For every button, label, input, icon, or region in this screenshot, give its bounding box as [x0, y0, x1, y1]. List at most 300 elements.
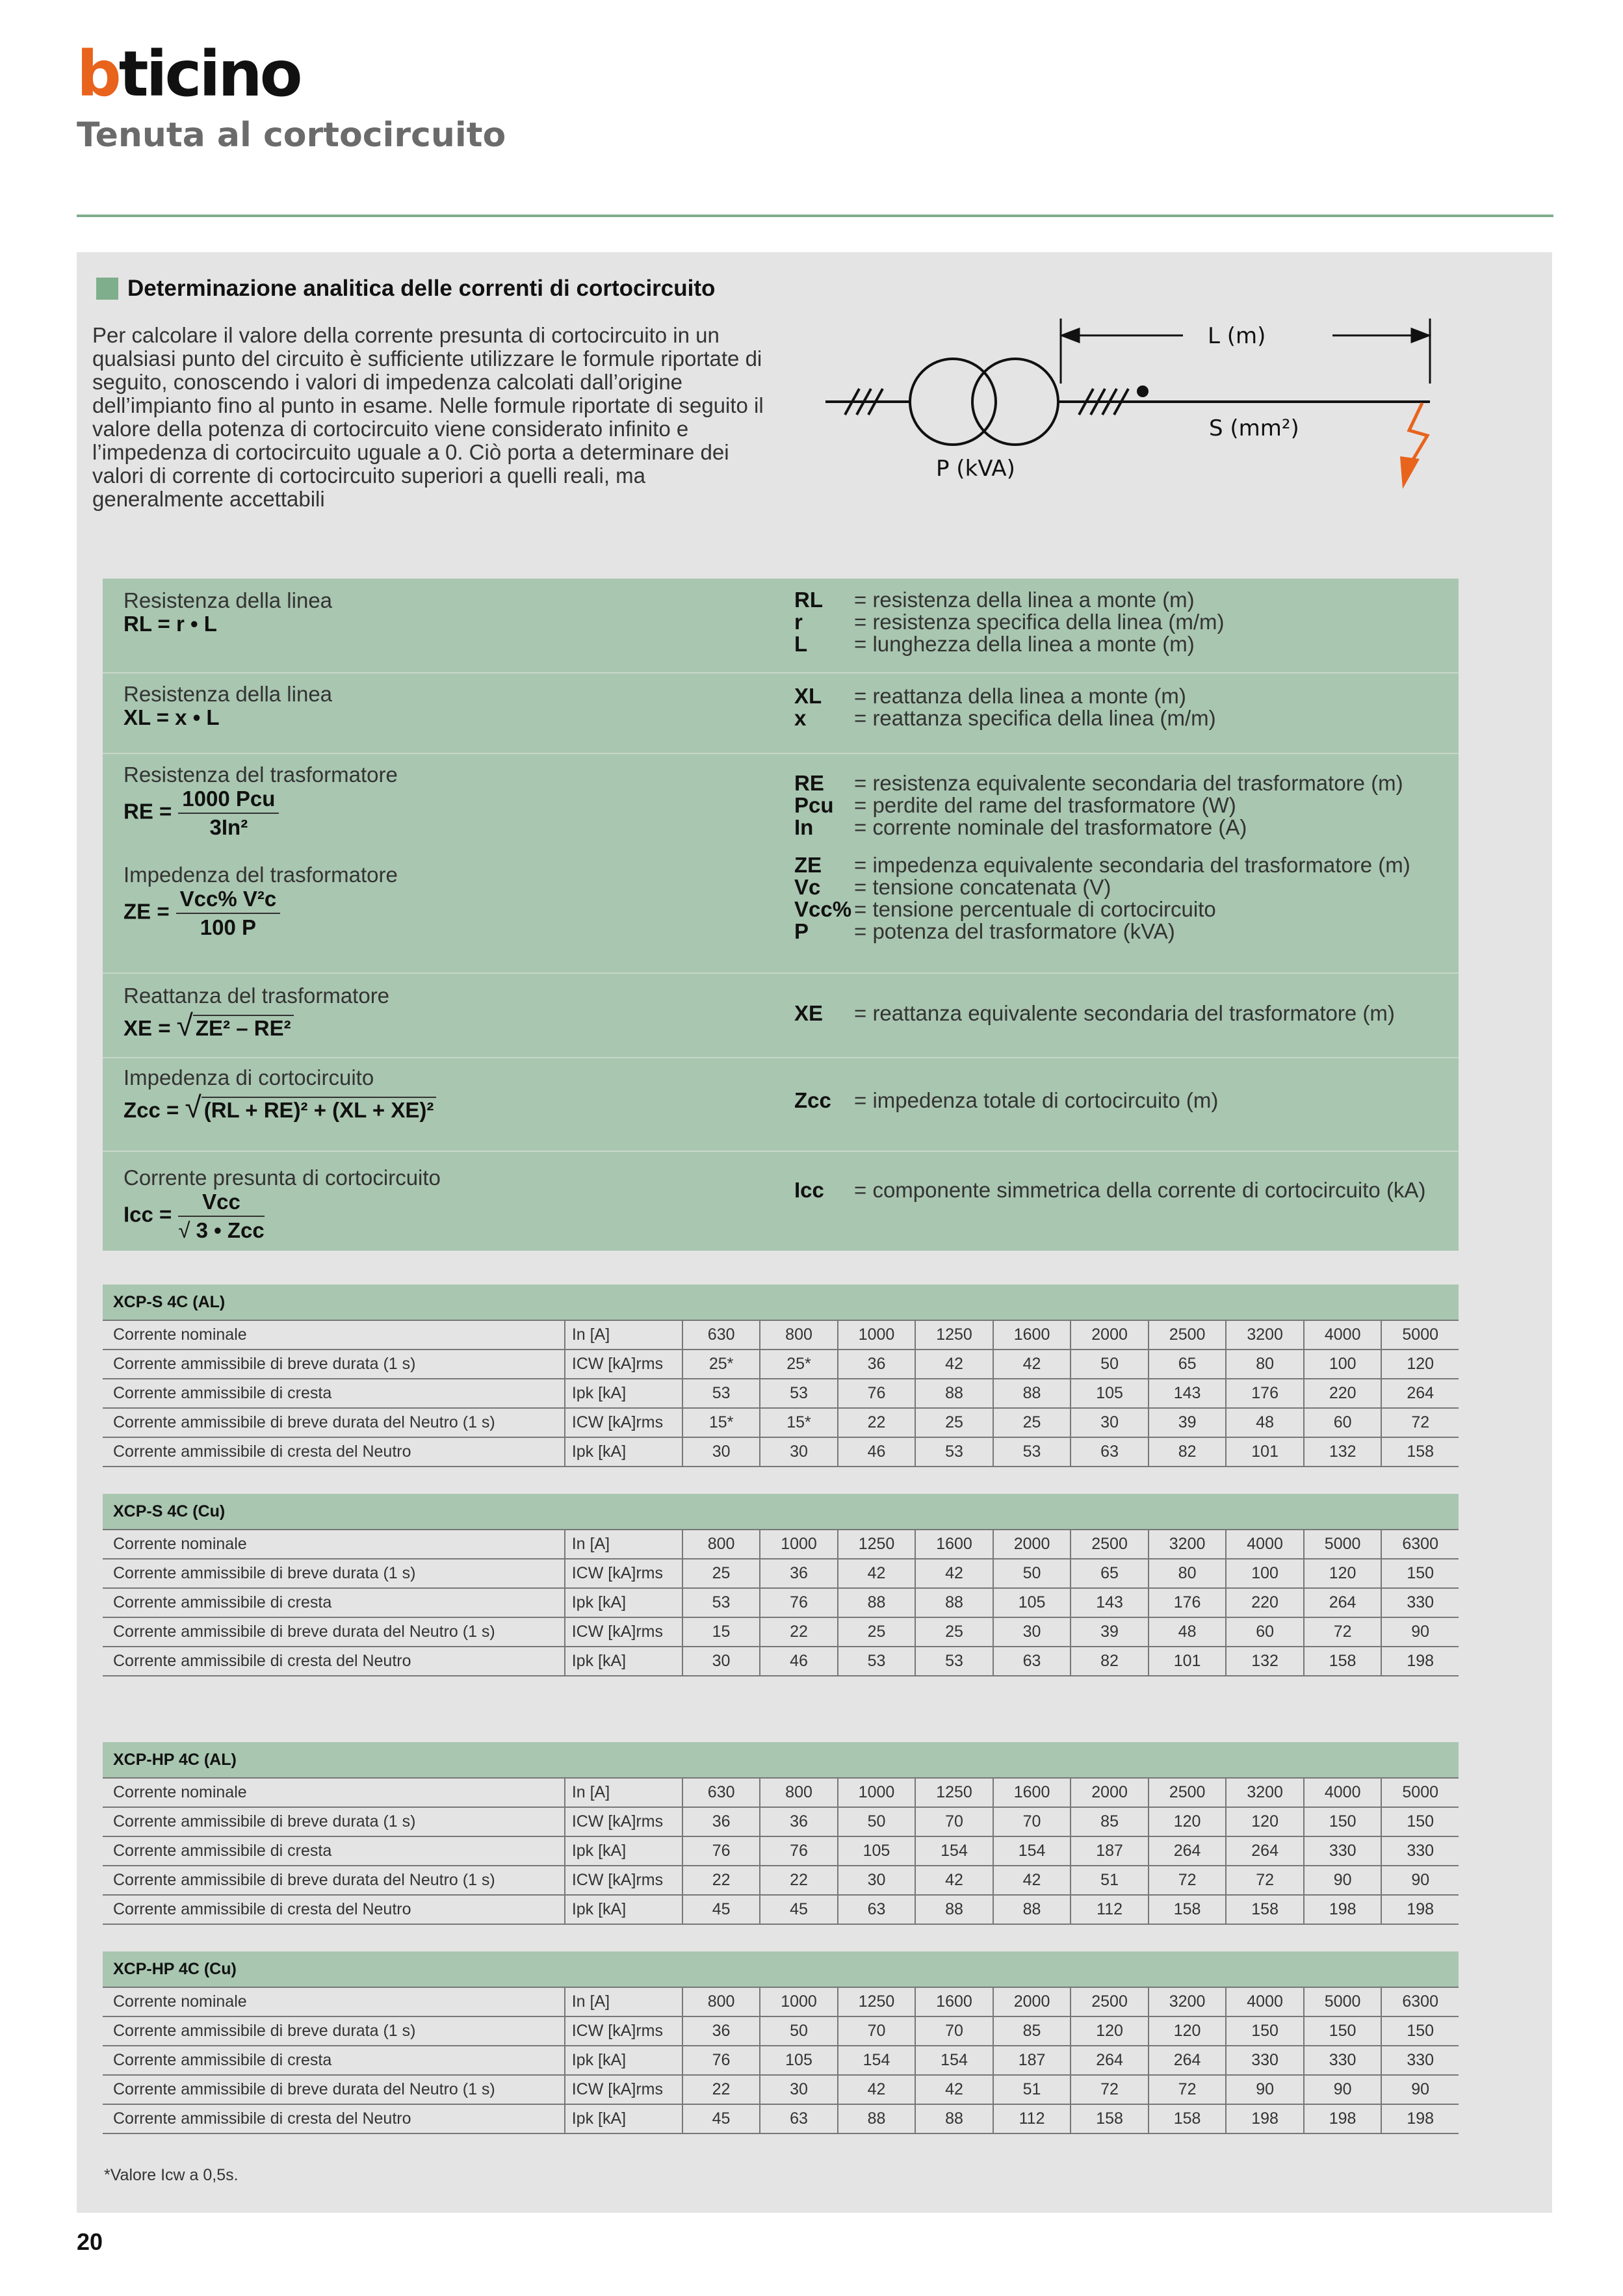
table-cell: 30	[760, 1437, 837, 1467]
formula-radical	[177, 1008, 294, 1043]
radicand: (RL + RE)² + (XL + XE)²	[201, 1097, 437, 1122]
table-cell: 4000	[1226, 1530, 1304, 1559]
table-cell: 36	[682, 1807, 760, 1836]
table-cell: 90	[1381, 1617, 1459, 1647]
table-cell: 85	[993, 2016, 1071, 2046]
table-cell: 120	[1149, 1807, 1227, 1836]
table-cell: 30	[682, 1647, 760, 1676]
table-cell: 70	[993, 1807, 1071, 1836]
table-cell: 42	[838, 1559, 916, 1588]
table-cell: 82	[1071, 1647, 1149, 1676]
table-title: XCP-HP 4C (AL)	[103, 1742, 1459, 1778]
table-cell: 25	[993, 1408, 1071, 1437]
table-row	[103, 1437, 1459, 1467]
table-cell: 264	[1149, 2046, 1227, 2075]
table-cell: 105	[838, 1836, 916, 1866]
formula-lhs: Zcc =	[123, 1098, 179, 1122]
table-row	[103, 1778, 1459, 1807]
definition-text: = reattanza della linea a monte (m)	[854, 684, 1186, 708]
row-unit: In [A]	[565, 1987, 682, 2016]
table-row	[103, 1987, 1459, 2016]
table-cell: 22	[760, 1866, 837, 1895]
table-cell: 158	[1304, 1647, 1382, 1676]
table-cell: 4000	[1304, 1320, 1382, 1350]
table-cell: 2000	[993, 1530, 1071, 1559]
row-label: Corrente ammissibile di cresta	[103, 2046, 565, 2075]
formula-row-zcc	[103, 1057, 1459, 1152]
table-cell: 112	[993, 2104, 1071, 2133]
table-cell: 150	[1304, 2016, 1382, 2046]
table-cell: 36	[760, 1807, 837, 1836]
table-title: XCP-S 4C (AL)	[103, 1285, 1459, 1320]
table-row	[103, 1379, 1459, 1408]
table-cell: 88	[915, 1588, 993, 1617]
definition-symbol: XE	[794, 1001, 824, 1025]
output-line	[1058, 389, 1430, 415]
row-unit: Ipk [kA]	[565, 1647, 682, 1676]
fraction-denominator: 3In²	[209, 815, 248, 839]
table-cell: 2500	[1149, 1778, 1227, 1807]
table-cell: 63	[838, 1895, 916, 1924]
definition-symbol: Zcc	[794, 1088, 831, 1112]
definition-text: = resistenza equivalente secondaria del trasformatore (m)	[854, 771, 1403, 795]
table-cell: 264	[1304, 1588, 1382, 1617]
table-cell: 5000	[1304, 1530, 1382, 1559]
table-cell: 176	[1149, 1588, 1227, 1617]
table-cell: 80	[1226, 1350, 1304, 1379]
table-cell: 1250	[838, 1987, 916, 2016]
table-cell: 30	[1071, 1408, 1149, 1437]
table-cell: 120	[1149, 2016, 1227, 2046]
table-cell: 1600	[993, 1320, 1071, 1350]
formula-fraction	[178, 787, 279, 840]
table-cell: 330	[1304, 1836, 1382, 1866]
row-unit: Ipk [kA]	[565, 1437, 682, 1467]
definition-text: = impedenza equivalente secondaria del trasformatore (m)	[854, 853, 1410, 877]
table-cell: 45	[682, 1895, 760, 1924]
table-cell: 800	[760, 1778, 837, 1807]
table-cell: 88	[993, 1895, 1071, 1924]
table-row	[103, 1350, 1459, 1379]
table-cell: 150	[1226, 2016, 1304, 2046]
page-number: 20	[77, 2228, 103, 2255]
row-label: Corrente nominale	[103, 1320, 565, 1350]
row-unit: ICW [kA]rms	[565, 1807, 682, 1836]
table-row	[103, 1866, 1459, 1895]
definition-symbol: Vcc%	[794, 897, 852, 921]
section-heading	[96, 276, 715, 302]
table-cell: 198	[1226, 2104, 1304, 2133]
spec-table-xcp-s-cu	[103, 1494, 1459, 1676]
table-cell: 264	[1149, 1836, 1227, 1866]
table-cell: 46	[760, 1647, 838, 1676]
definition-text: = reattanza equivalente secondaria del trasformatore (m)	[854, 1001, 1395, 1025]
table-cell: 88	[993, 1379, 1071, 1408]
row-label: Corrente ammissibile di breve durata (1 s)	[103, 1559, 565, 1588]
table-cell: 630	[682, 1320, 760, 1350]
row-label: Corrente nominale	[103, 1987, 565, 2016]
length-label: L (m)	[1208, 323, 1266, 349]
table-cell: 30	[760, 2075, 838, 2104]
transformer-icon	[910, 359, 1058, 445]
table-cell: 105	[760, 2046, 838, 2075]
row-label: Corrente ammissibile di cresta	[103, 1836, 565, 1866]
row-label: Corrente ammissibile di breve durata del Neutro (1 s)	[103, 2075, 565, 2104]
table-cell: 50	[760, 2016, 838, 2046]
table-cell: 220	[1226, 1588, 1304, 1617]
table-cell: 3200	[1149, 1530, 1227, 1559]
table-cell: 51	[1071, 1866, 1149, 1895]
table-cell: 25	[682, 1559, 760, 1588]
table-title: XCP-S 4C (Cu)	[103, 1494, 1459, 1530]
fraction-numerator: Vcc	[178, 1190, 264, 1217]
definition-text: = lunghezza della linea a monte (m)	[854, 632, 1195, 656]
row-unit: ICW [kA]rms	[565, 1617, 682, 1647]
table-cell: 187	[993, 2046, 1071, 2075]
table-cell: 53	[915, 1437, 993, 1467]
table-cell: 88	[915, 1379, 993, 1408]
table-cell: 198	[1381, 2104, 1459, 2133]
definition-text: = potenza del trasformatore (kVA)	[854, 919, 1175, 943]
table-cell: 330	[1381, 1588, 1459, 1617]
row-label: Corrente ammissibile di breve durata (1 s)	[103, 1350, 565, 1379]
row-unit: ICW [kA]rms	[565, 2016, 682, 2046]
row-unit: Ipk [kA]	[565, 2046, 682, 2075]
table-cell: 15	[682, 1617, 760, 1647]
connection-point	[1137, 385, 1149, 397]
row-label: Corrente ammissibile di cresta del Neutro	[103, 2104, 565, 2133]
section-title: Determinazione analitica delle correnti di cortocircuito	[127, 276, 716, 301]
definition-symbol: XL	[794, 684, 822, 708]
table-cell: 154	[915, 2046, 993, 2075]
table-cell: 264	[1226, 1836, 1304, 1866]
table-cell: 198	[1304, 2104, 1382, 2133]
table-cell: 76	[682, 2046, 760, 2075]
table-cell: 2500	[1071, 1530, 1149, 1559]
footnote: *Valore Icw a 0,5s.	[104, 2166, 239, 2184]
table-cell: 65	[1149, 1350, 1227, 1379]
table-cell: 42	[915, 1350, 993, 1379]
definition-symbol: ZE	[794, 853, 822, 877]
table-cell: 90	[1381, 1866, 1459, 1895]
table-cell: 120	[1381, 1350, 1459, 1379]
table-cell: 154	[838, 2046, 916, 2075]
row-label: Corrente ammissibile di cresta del Neutro	[103, 1437, 565, 1467]
definition-symbol: P	[794, 919, 809, 943]
table-cell: 1600	[993, 1778, 1071, 1807]
table-cell: 42	[915, 1559, 993, 1588]
table-title: XCP-HP 4C (Cu)	[103, 1951, 1459, 1987]
table-cell: 198	[1381, 1647, 1459, 1676]
table-cell: 1000	[760, 1530, 838, 1559]
row-unit: ICW [kA]rms	[565, 1866, 682, 1895]
formula-name: Resistenza della linea	[123, 588, 333, 612]
table-row	[103, 1836, 1459, 1866]
table-cell: 187	[1071, 1836, 1149, 1866]
table-row	[103, 1807, 1459, 1836]
table-cell: 39	[1071, 1617, 1149, 1647]
row-label: Corrente ammissibile di breve durata (1 s)	[103, 2016, 565, 2046]
table-cell: 4000	[1304, 1778, 1382, 1807]
formula-row-xe	[103, 972, 1459, 1058]
table-cell: 2500	[1149, 1320, 1227, 1350]
power-label: P (kVA)	[936, 456, 1015, 482]
table-cell: 88	[838, 2104, 916, 2133]
table-cell: 2000	[993, 1987, 1071, 2016]
table-cell: 42	[993, 1350, 1071, 1379]
definition-symbol: Icc	[794, 1178, 824, 1202]
formula-name: Resistenza del trasformatore	[123, 763, 398, 787]
table-cell: 158	[1149, 1895, 1227, 1924]
table-row	[103, 2075, 1459, 2104]
table-cell: 5000	[1381, 1320, 1459, 1350]
row-label: Corrente ammissibile di cresta del Neutro	[103, 1647, 565, 1676]
definition-text: = perdite del rame del trasformatore (W)	[854, 793, 1236, 817]
table-cell: 22	[838, 1408, 916, 1437]
table-cell: 63	[993, 1647, 1071, 1676]
table-cell: 48	[1226, 1408, 1304, 1437]
table-cell: 63	[760, 2104, 838, 2133]
table-cell: 90	[1304, 1866, 1382, 1895]
table-cell: 76	[838, 1379, 916, 1408]
table-cell: 330	[1304, 2046, 1382, 2075]
row-unit: Ipk [kA]	[565, 1836, 682, 1866]
sqrt-icon: √	[178, 1218, 190, 1242]
formula-name: Reattanza del trasformatore	[123, 984, 390, 1008]
table-cell: 72	[1071, 2075, 1149, 2104]
table-cell: 330	[1226, 2046, 1304, 2075]
table-cell: 6300	[1381, 1987, 1459, 2016]
table-cell: 176	[1226, 1379, 1304, 1408]
table-cell: 25	[915, 1617, 993, 1647]
table-row	[103, 1588, 1459, 1617]
table-cell: 72	[1149, 2075, 1227, 2104]
section-square-icon	[96, 278, 118, 300]
formula-row-xl	[103, 672, 1459, 754]
spec-table-xcp-hp-al	[103, 1742, 1459, 1925]
definition-text: = resistenza della linea a monte (m)	[854, 588, 1195, 612]
table-cell: 45	[682, 2104, 760, 2133]
table-cell: 42	[838, 2075, 916, 2104]
table-row	[103, 1530, 1459, 1559]
table-cell: 1250	[838, 1530, 916, 1559]
table-cell: 60	[1226, 1617, 1304, 1647]
row-label: Corrente nominale	[103, 1778, 565, 1807]
table-cell: 330	[1381, 1836, 1459, 1866]
table-cell: 158	[1226, 1895, 1304, 1924]
table-cell: 39	[1149, 1408, 1227, 1437]
table-row	[103, 2016, 1459, 2046]
table-cell: 51	[993, 2075, 1071, 2104]
table-cell: 101	[1149, 1647, 1227, 1676]
table-cell: 100	[1304, 1350, 1382, 1379]
table-cell: 53	[682, 1379, 760, 1408]
fraction-denominator-text: 3 • Zcc	[196, 1218, 265, 1242]
row-unit: ICW [kA]rms	[565, 1559, 682, 1588]
table-cell: 2000	[1071, 1778, 1149, 1807]
spec-table-xcp-s-al	[103, 1285, 1459, 1467]
definition-text: = resistenza specifica della linea (m/m)	[854, 610, 1225, 634]
table-cell: 150	[1381, 1559, 1459, 1588]
sqrt-icon: √	[176, 1008, 193, 1042]
table-cell: 90	[1226, 2075, 1304, 2104]
table-cell: 630	[682, 1778, 760, 1807]
table-cell: 53	[682, 1588, 760, 1617]
table-cell: 132	[1304, 1437, 1382, 1467]
formula-row-re	[103, 753, 1459, 863]
page-title: Tenuta al cortocircuito	[77, 116, 506, 155]
definition-symbol: Pcu	[794, 793, 834, 817]
table-row	[103, 1617, 1459, 1647]
formula-row-ze	[103, 853, 1459, 974]
table-cell: 25	[915, 1408, 993, 1437]
table-cell: 36	[760, 1559, 838, 1588]
table-cell: 100	[1226, 1559, 1304, 1588]
table-cell: 46	[838, 1437, 916, 1467]
table-cell: 72	[1304, 1617, 1382, 1647]
bticino-logo: bticino	[77, 38, 300, 111]
row-label: Corrente ammissibile di cresta	[103, 1379, 565, 1408]
table-cell: 1600	[915, 1530, 993, 1559]
table-cell: 120	[1071, 2016, 1149, 2046]
row-unit: ICW [kA]rms	[565, 1350, 682, 1379]
formula-name: Impedenza di cortocircuito	[123, 1065, 374, 1089]
fraction-numerator: Vcc% V²c	[176, 887, 281, 914]
row-unit: ICW [kA]rms	[565, 2075, 682, 2104]
table-cell: 88	[915, 1895, 993, 1924]
table-cell: 5000	[1381, 1778, 1459, 1807]
row-unit: In [A]	[565, 1530, 682, 1559]
table-cell: 90	[1304, 2075, 1382, 2104]
title-divider	[77, 215, 1553, 217]
table-cell: 65	[1071, 1559, 1149, 1588]
table-cell: 264	[1381, 1379, 1459, 1408]
definition-symbol: RE	[794, 771, 824, 795]
table-cell: 60	[1304, 1408, 1382, 1437]
definition-symbol: r	[794, 610, 803, 634]
row-unit: Ipk [kA]	[565, 1588, 682, 1617]
formula-lhs: RE =	[123, 799, 172, 824]
table-cell: 42	[915, 1866, 993, 1895]
row-unit: Ipk [kA]	[565, 2104, 682, 2133]
row-label: Corrente nominale	[103, 1530, 565, 1559]
table-cell: 158	[1381, 1437, 1459, 1467]
table-cell: 25	[838, 1617, 916, 1647]
table-cell: 15*	[682, 1408, 760, 1437]
row-label: Corrente ammissibile di breve durata del Neutro (1 s)	[103, 1866, 565, 1895]
section-label: S (mm²)	[1209, 415, 1299, 441]
table-row	[103, 1647, 1459, 1676]
table-cell: 70	[915, 2016, 993, 2046]
table-cell: 85	[1071, 1807, 1149, 1836]
definition-text: = tensione concatenata (V)	[854, 875, 1111, 899]
table-cell: 150	[1304, 1807, 1382, 1836]
definition-symbol: RL	[794, 588, 823, 612]
row-unit: In [A]	[565, 1320, 682, 1350]
table-cell: 80	[1149, 1559, 1227, 1588]
table-cell: 3200	[1226, 1320, 1304, 1350]
table-cell: 42	[915, 2075, 993, 2104]
table-cell: 220	[1304, 1379, 1382, 1408]
table-row	[103, 1320, 1459, 1350]
table-cell: 42	[993, 1866, 1071, 1895]
table-cell: 154	[915, 1836, 993, 1866]
definition-text: = impedenza totale di cortocircuito (m)	[854, 1088, 1219, 1112]
radicand: ZE² – RE²	[193, 1015, 294, 1040]
table-cell: 70	[838, 2016, 916, 2046]
table-cell: 1000	[838, 1778, 916, 1807]
table-cell: 50	[838, 1807, 916, 1836]
row-label: Corrente ammissibile di breve durata del Neutro (1 s)	[103, 1408, 565, 1437]
table-cell: 4000	[1226, 1987, 1304, 2016]
table-cell: 3200	[1226, 1778, 1304, 1807]
row-label: Corrente ammissibile di breve durata (1 s)	[103, 1807, 565, 1836]
table-cell: 36	[838, 1350, 916, 1379]
table-cell: 112	[1071, 1895, 1149, 1924]
table-cell: 50	[1071, 1350, 1149, 1379]
table-cell: 50	[993, 1559, 1071, 1588]
table-cell: 25*	[682, 1350, 760, 1379]
row-label: Corrente ammissibile di cresta del Neutro	[103, 1895, 565, 1924]
table-cell: 198	[1304, 1895, 1382, 1924]
table-cell: 53	[760, 1379, 837, 1408]
row-unit: Ipk [kA]	[565, 1379, 682, 1408]
table-cell: 105	[1071, 1379, 1149, 1408]
table-cell: 72	[1381, 1408, 1459, 1437]
table-cell: 800	[760, 1320, 837, 1350]
table-cell: 30	[993, 1617, 1071, 1647]
table-cell: 143	[1071, 1588, 1149, 1617]
table-row	[103, 1559, 1459, 1588]
table-cell: 90	[1381, 2075, 1459, 2104]
circuit-diagram	[819, 306, 1456, 501]
table-cell: 150	[1381, 2016, 1459, 2046]
table-cell: 101	[1226, 1437, 1304, 1467]
fraction-numerator: 1000 Pcu	[178, 787, 279, 814]
table-cell: 88	[915, 2104, 993, 2133]
table-cell: 264	[1071, 2046, 1149, 2075]
spec-table-xcp-hp-cu	[103, 1951, 1459, 2134]
formula-lhs: XE =	[123, 1016, 171, 1040]
table-cell: 330	[1381, 2046, 1459, 2075]
row-unit: In [A]	[565, 1778, 682, 1807]
formula-row-rl	[103, 579, 1459, 673]
definition-symbol: In	[794, 815, 814, 839]
table-cell: 1250	[915, 1778, 993, 1807]
formula-box	[103, 579, 1459, 1251]
row-unit: ICW [kA]rms	[565, 1408, 682, 1437]
table-cell: 2000	[1071, 1320, 1149, 1350]
formula-name: Resistenza della linea	[123, 682, 333, 706]
fraction-denominator	[178, 1217, 264, 1243]
fault-lightning-icon	[1400, 403, 1427, 489]
definition-symbol: x	[794, 706, 807, 730]
formula-expression: RL = r • L	[123, 612, 217, 636]
row-label: Corrente ammissibile di breve durata del Neutro (1 s)	[103, 1617, 565, 1647]
table-cell: 72	[1226, 1866, 1304, 1895]
formula-radical	[185, 1089, 436, 1125]
table-cell: 70	[915, 1807, 993, 1836]
table-cell: 53	[915, 1647, 993, 1676]
table-cell: 1600	[915, 1987, 993, 2016]
formula-lhs: Icc =	[123, 1202, 172, 1227]
table-cell: 158	[1149, 2104, 1227, 2133]
table-cell: 143	[1149, 1379, 1227, 1408]
supply-line	[825, 389, 910, 415]
table-row	[103, 1895, 1459, 1924]
table-cell: 198	[1381, 1895, 1459, 1924]
table-cell: 6300	[1381, 1530, 1459, 1559]
